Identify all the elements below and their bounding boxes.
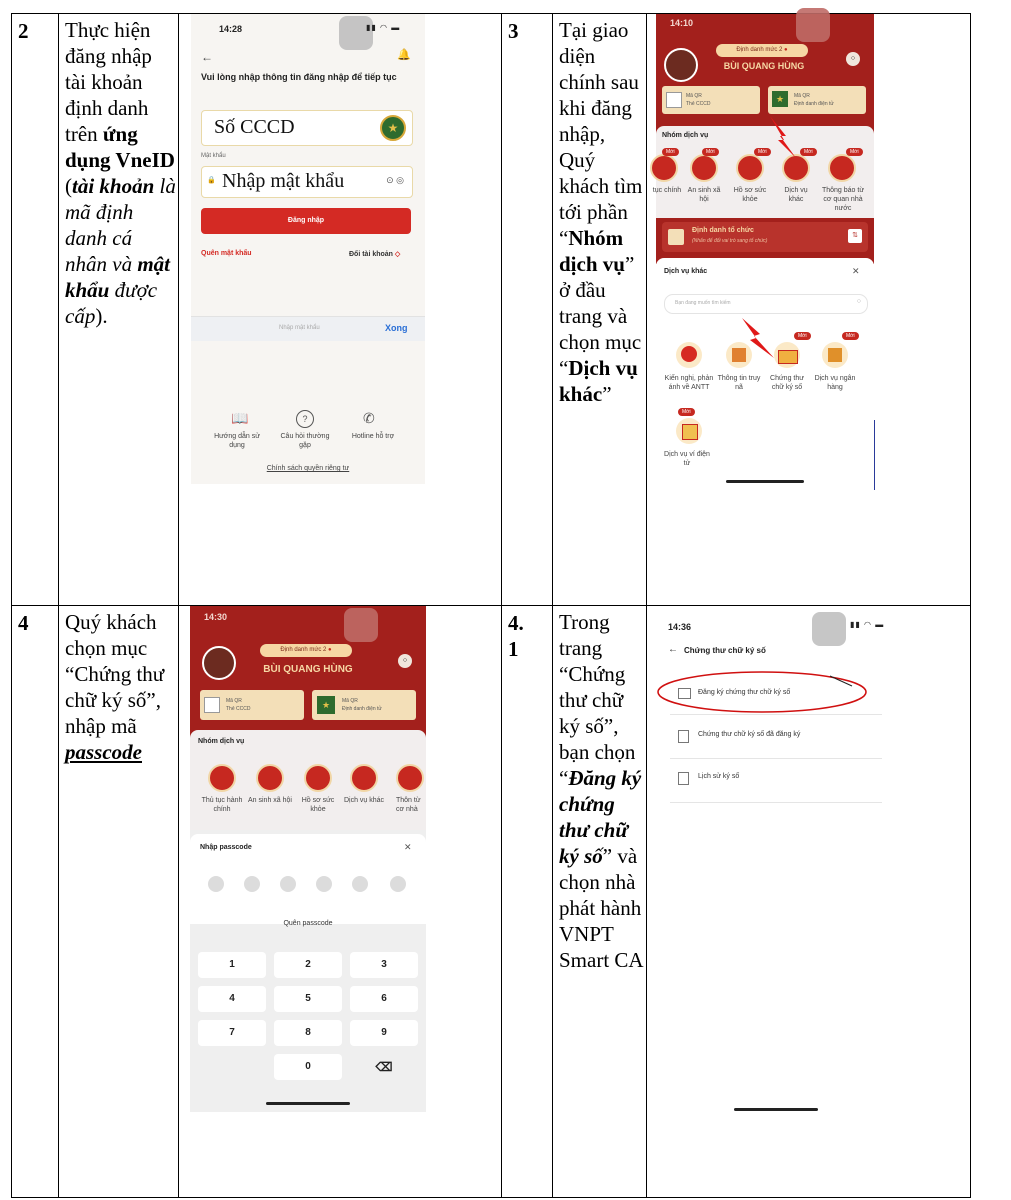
close-icon[interactable]: ✕: [404, 842, 412, 852]
id-card[interactable]: [312, 690, 416, 720]
phone-icon[interactable]: ✆: [363, 410, 375, 426]
text-run: được cấp: [65, 278, 158, 328]
close-icon[interactable]: ✕: [852, 266, 860, 276]
switch-account-link[interactable]: Đổi tài khoản ◇: [349, 251, 401, 258]
key-2[interactable]: 2: [274, 952, 342, 978]
new-badge: Mới: [662, 148, 679, 156]
text-run: ứng dụng VneID: [65, 122, 175, 172]
service-label: Hồ sơ sức khỏe: [301, 797, 335, 813]
key-3[interactable]: 3: [350, 952, 418, 978]
status-time: 14:28: [219, 24, 243, 34]
history-icon: [678, 772, 689, 785]
wallet-icon[interactable]: [676, 418, 702, 444]
key-5[interactable]: 5: [274, 986, 342, 1012]
service-label: An sinh xã hội: [687, 187, 721, 203]
key-7[interactable]: 7: [198, 1020, 266, 1046]
text-run: (: [65, 174, 72, 198]
level-badge: Định danh mức 2 ●: [716, 44, 808, 57]
password-field[interactable]: [201, 166, 413, 198]
login-button[interactable]: Đăng nhập: [201, 208, 411, 234]
back-arrow-icon[interactable]: ←: [201, 50, 213, 64]
new-badge: Mới: [754, 148, 771, 156]
service-label: Kiến nghị, phản ánh về ANTT: [664, 375, 714, 391]
org-icon: [668, 229, 684, 245]
level-badge: Định danh mức 2 ●: [260, 644, 352, 657]
search-icon[interactable]: ○: [846, 52, 860, 66]
id-card-title: Mã QR: [342, 698, 358, 704]
book-icon[interactable]: 📖: [231, 410, 249, 426]
search-icon: ○: [856, 298, 861, 305]
lock-icon: 🔒: [207, 177, 216, 184]
status-icons: ▮▮ ◠ ▬: [366, 23, 401, 32]
status-time: 14:10: [670, 18, 694, 28]
admin-service-icon[interactable]: [208, 764, 236, 792]
search-placeholder: Bạn đang muốn tìm kiếm: [675, 300, 731, 306]
step-number: 2: [18, 19, 29, 43]
new-badge: Mới: [794, 332, 811, 340]
user-name: BÙI QUANG HÙNG: [263, 664, 353, 675]
key-0[interactable]: 0: [274, 1054, 342, 1080]
key-1[interactable]: 1: [198, 952, 266, 978]
text-run: là mã định danh cá nhân và: [65, 174, 176, 276]
annotation-circle: [656, 666, 876, 720]
status-icons: ▮▮ ◠ ▬: [850, 620, 885, 629]
passcode-dot: [244, 876, 260, 892]
forward-button[interactable]: [344, 608, 378, 642]
sheet-title: Dịch vụ khác: [664, 268, 708, 275]
forgot-password-link[interactable]: Quên mật khẩu: [201, 250, 252, 257]
new-badge: Mới: [702, 148, 719, 156]
eye-icon[interactable]: ⊙ ◎: [386, 175, 404, 185]
qr-card[interactable]: [662, 86, 760, 114]
passcode-dot: [280, 876, 296, 892]
text-run: mật khẩu: [65, 252, 170, 302]
switch-icon: ◇: [394, 251, 401, 258]
home-screenshot: [652, 14, 874, 490]
avatar[interactable]: [202, 646, 236, 680]
status-time: 14:36: [668, 622, 692, 632]
police-icon[interactable]: [676, 342, 702, 368]
group-title: Nhóm dịch vụ: [198, 738, 245, 745]
service-label: Hồ sơ sức khỏe: [733, 187, 767, 203]
service-label: Thông tin truy nã: [717, 375, 761, 391]
question-icon[interactable]: ?: [296, 410, 314, 428]
service-label: Thủ tục hành chính: [201, 797, 243, 813]
new-badge: Mới: [846, 148, 863, 156]
done-button[interactable]: Xong: [385, 323, 408, 333]
passcode-dot: [352, 876, 368, 892]
login-prompt: Vui lòng nhập thông tin đăng nhập để tiếp tục: [201, 72, 397, 82]
passcode-dot: [390, 876, 406, 892]
annotation-arrow: [764, 114, 804, 164]
step-number: 4. 1: [508, 611, 524, 661]
org-title: Định danh tổ chức: [692, 227, 754, 234]
passcode-sheet: [190, 834, 426, 924]
org-sub: (Nhấn để đổi vai trò sang tổ chức): [692, 238, 768, 244]
emblem-icon: ★: [380, 115, 406, 141]
other-services-sheet: [656, 258, 874, 490]
emblem-icon: ★: [772, 91, 788, 107]
qr-icon: [666, 92, 682, 108]
id-card-sub: Định danh điện tử: [342, 706, 382, 712]
forward-button[interactable]: [796, 8, 830, 42]
divider: [670, 758, 882, 759]
service-label: Dịch vụ khác: [343, 797, 385, 804]
user-name: BÙI QUANG HÙNG: [723, 61, 805, 71]
service-label: Dịch vụ ngân hàng: [814, 375, 856, 391]
notification-icon[interactable]: [396, 764, 424, 792]
passcode-dot: [208, 876, 224, 892]
key-8[interactable]: 8: [274, 1020, 342, 1046]
sheet-title: Nhập passcode: [200, 844, 252, 851]
text-run: Nhóm dịch vụ: [559, 226, 625, 276]
page-title: Chứng thư chữ ký số: [684, 646, 766, 655]
backspace-icon[interactable]: ⌫: [375, 1060, 393, 1074]
service-label: Chứng thư chữ ký số: [770, 375, 804, 391]
certificate-icon: [678, 730, 689, 743]
text-run: ” ở đầu trang và chọn mục “: [559, 252, 642, 380]
step-description: [553, 14, 646, 407]
home-indicator: [726, 480, 804, 483]
step-number: 4: [18, 611, 29, 635]
password-label: Mật khẩu: [201, 153, 226, 159]
org-card[interactable]: [662, 222, 868, 252]
step-number: 3: [508, 19, 519, 43]
forward-button[interactable]: [812, 612, 846, 646]
bank-icon[interactable]: [822, 342, 848, 368]
qr-card-sub: Thẻ CCCD: [686, 101, 711, 107]
avatar[interactable]: [664, 48, 698, 82]
back-arrow-icon[interactable]: ←: [668, 644, 678, 655]
text-run: ” và chọn nhà phát hành VNPT Smart CA: [559, 844, 644, 972]
text-run: Đăng ký chứng thư chữ ký số: [559, 766, 642, 868]
text-run: ”: [602, 382, 612, 406]
registered-item[interactable]: [670, 724, 880, 748]
keyboard-toolbar: [191, 316, 425, 341]
text-run: Dịch vụ khác: [559, 356, 638, 406]
forward-button[interactable]: [339, 16, 373, 50]
swap-icon[interactable]: ⇅: [848, 229, 862, 243]
divider: [670, 802, 882, 803]
id-card[interactable]: [768, 86, 866, 114]
shield-icon: ●: [784, 47, 788, 53]
text-run: Tại giao diện chính sau khi đăng nhập, Quý khách tìm tới phần “: [559, 18, 643, 250]
service-label: An sinh xã hội: [248, 797, 292, 804]
id-field-value: Số CCCD: [214, 116, 295, 138]
help-hotline-label: Hotline hỗ trợ: [351, 433, 395, 440]
help-faq-label: Câu hỏi thường gặp: [280, 433, 330, 449]
search-icon[interactable]: ○: [398, 654, 412, 668]
service-label: Dịch vụ khác: [784, 187, 808, 203]
admin-service-icon[interactable]: [650, 154, 678, 182]
text-run: passcode: [65, 740, 142, 764]
passcode-dot: [316, 876, 332, 892]
qr-icon: [204, 697, 220, 713]
new-badge: Mới: [800, 148, 817, 156]
key-9[interactable]: 9: [350, 1020, 418, 1046]
step-description: [59, 14, 178, 329]
step-description: [553, 606, 646, 973]
key-4[interactable]: 4: [198, 986, 266, 1012]
id-card-title: Mã QR: [794, 93, 810, 99]
health-record-icon[interactable]: [736, 154, 764, 182]
annotation-arrow: [738, 316, 778, 362]
history-label: Lịch sử ký số: [698, 773, 740, 780]
status-time: 14:30: [204, 612, 228, 622]
home-indicator: [734, 1108, 818, 1111]
certificate-screenshot: [656, 606, 896, 1126]
passcode-screenshot: [190, 606, 426, 1112]
service-label: Thôn từ cơ nhà: [396, 797, 421, 813]
key-6[interactable]: 6: [350, 986, 418, 1012]
health-record-icon[interactable]: [304, 764, 332, 792]
id-field[interactable]: [201, 110, 413, 146]
qr-card-title: Mã QR: [686, 93, 702, 99]
home-indicator: [266, 1102, 350, 1105]
qr-card-title: Mã QR: [226, 698, 242, 704]
privacy-link[interactable]: Chính sách quyền riêng tư: [266, 465, 350, 472]
divider: [670, 714, 882, 715]
qr-card[interactable]: [200, 690, 304, 720]
service-group: [190, 730, 426, 830]
new-badge: Mới: [842, 332, 859, 340]
registered-label: Chứng thư chữ ký số đã đăng ký: [698, 731, 801, 738]
help-guide-label: Hướng dẫn sử dụng: [214, 433, 260, 449]
social-security-icon[interactable]: [256, 764, 284, 792]
keyboard-hint: Nhập mật khẩu: [279, 325, 320, 331]
other-services-icon[interactable]: [350, 764, 378, 792]
edge-line: [874, 420, 875, 490]
search-input[interactable]: [664, 294, 868, 314]
social-security-icon[interactable]: [690, 154, 718, 182]
service-label: Dịch vụ ví điện tử: [664, 451, 710, 467]
text-run: tài khoản: [72, 174, 155, 198]
text-run: ).: [95, 304, 108, 328]
service-label: Thông báo từ cơ quan nhà nước: [821, 187, 865, 212]
register-label: Đăng ký chứng thư chữ ký số: [698, 689, 791, 696]
text-run: Quý khách chọn mục “Chứng thư chữ ký số”, nhập mã: [65, 610, 165, 738]
password-field-value: Nhập mật khẩu: [222, 170, 345, 192]
bell-icon[interactable]: 🔔: [397, 49, 411, 61]
qr-card-sub: Thẻ CCCD: [226, 706, 251, 712]
login-screenshot: [191, 14, 425, 484]
group-title: Nhóm dịch vụ: [662, 132, 709, 139]
text-run: Trong trang “Chứng thư chữ ký số”, bạn chọn “: [559, 610, 636, 790]
notification-icon[interactable]: [828, 154, 856, 182]
id-card-sub: Định danh điện tử: [794, 101, 834, 107]
emblem-icon: ★: [317, 696, 335, 714]
step-description: [59, 606, 178, 765]
history-item[interactable]: [670, 766, 880, 790]
forgot-passcode-link[interactable]: Quên passcode: [283, 920, 333, 927]
text-run: Thực hiện đăng nhập tài khoản định danh trên: [65, 18, 152, 146]
shield-icon: ●: [328, 647, 332, 653]
service-label: tục chính: [652, 187, 682, 194]
new-badge: Mới: [678, 408, 695, 416]
